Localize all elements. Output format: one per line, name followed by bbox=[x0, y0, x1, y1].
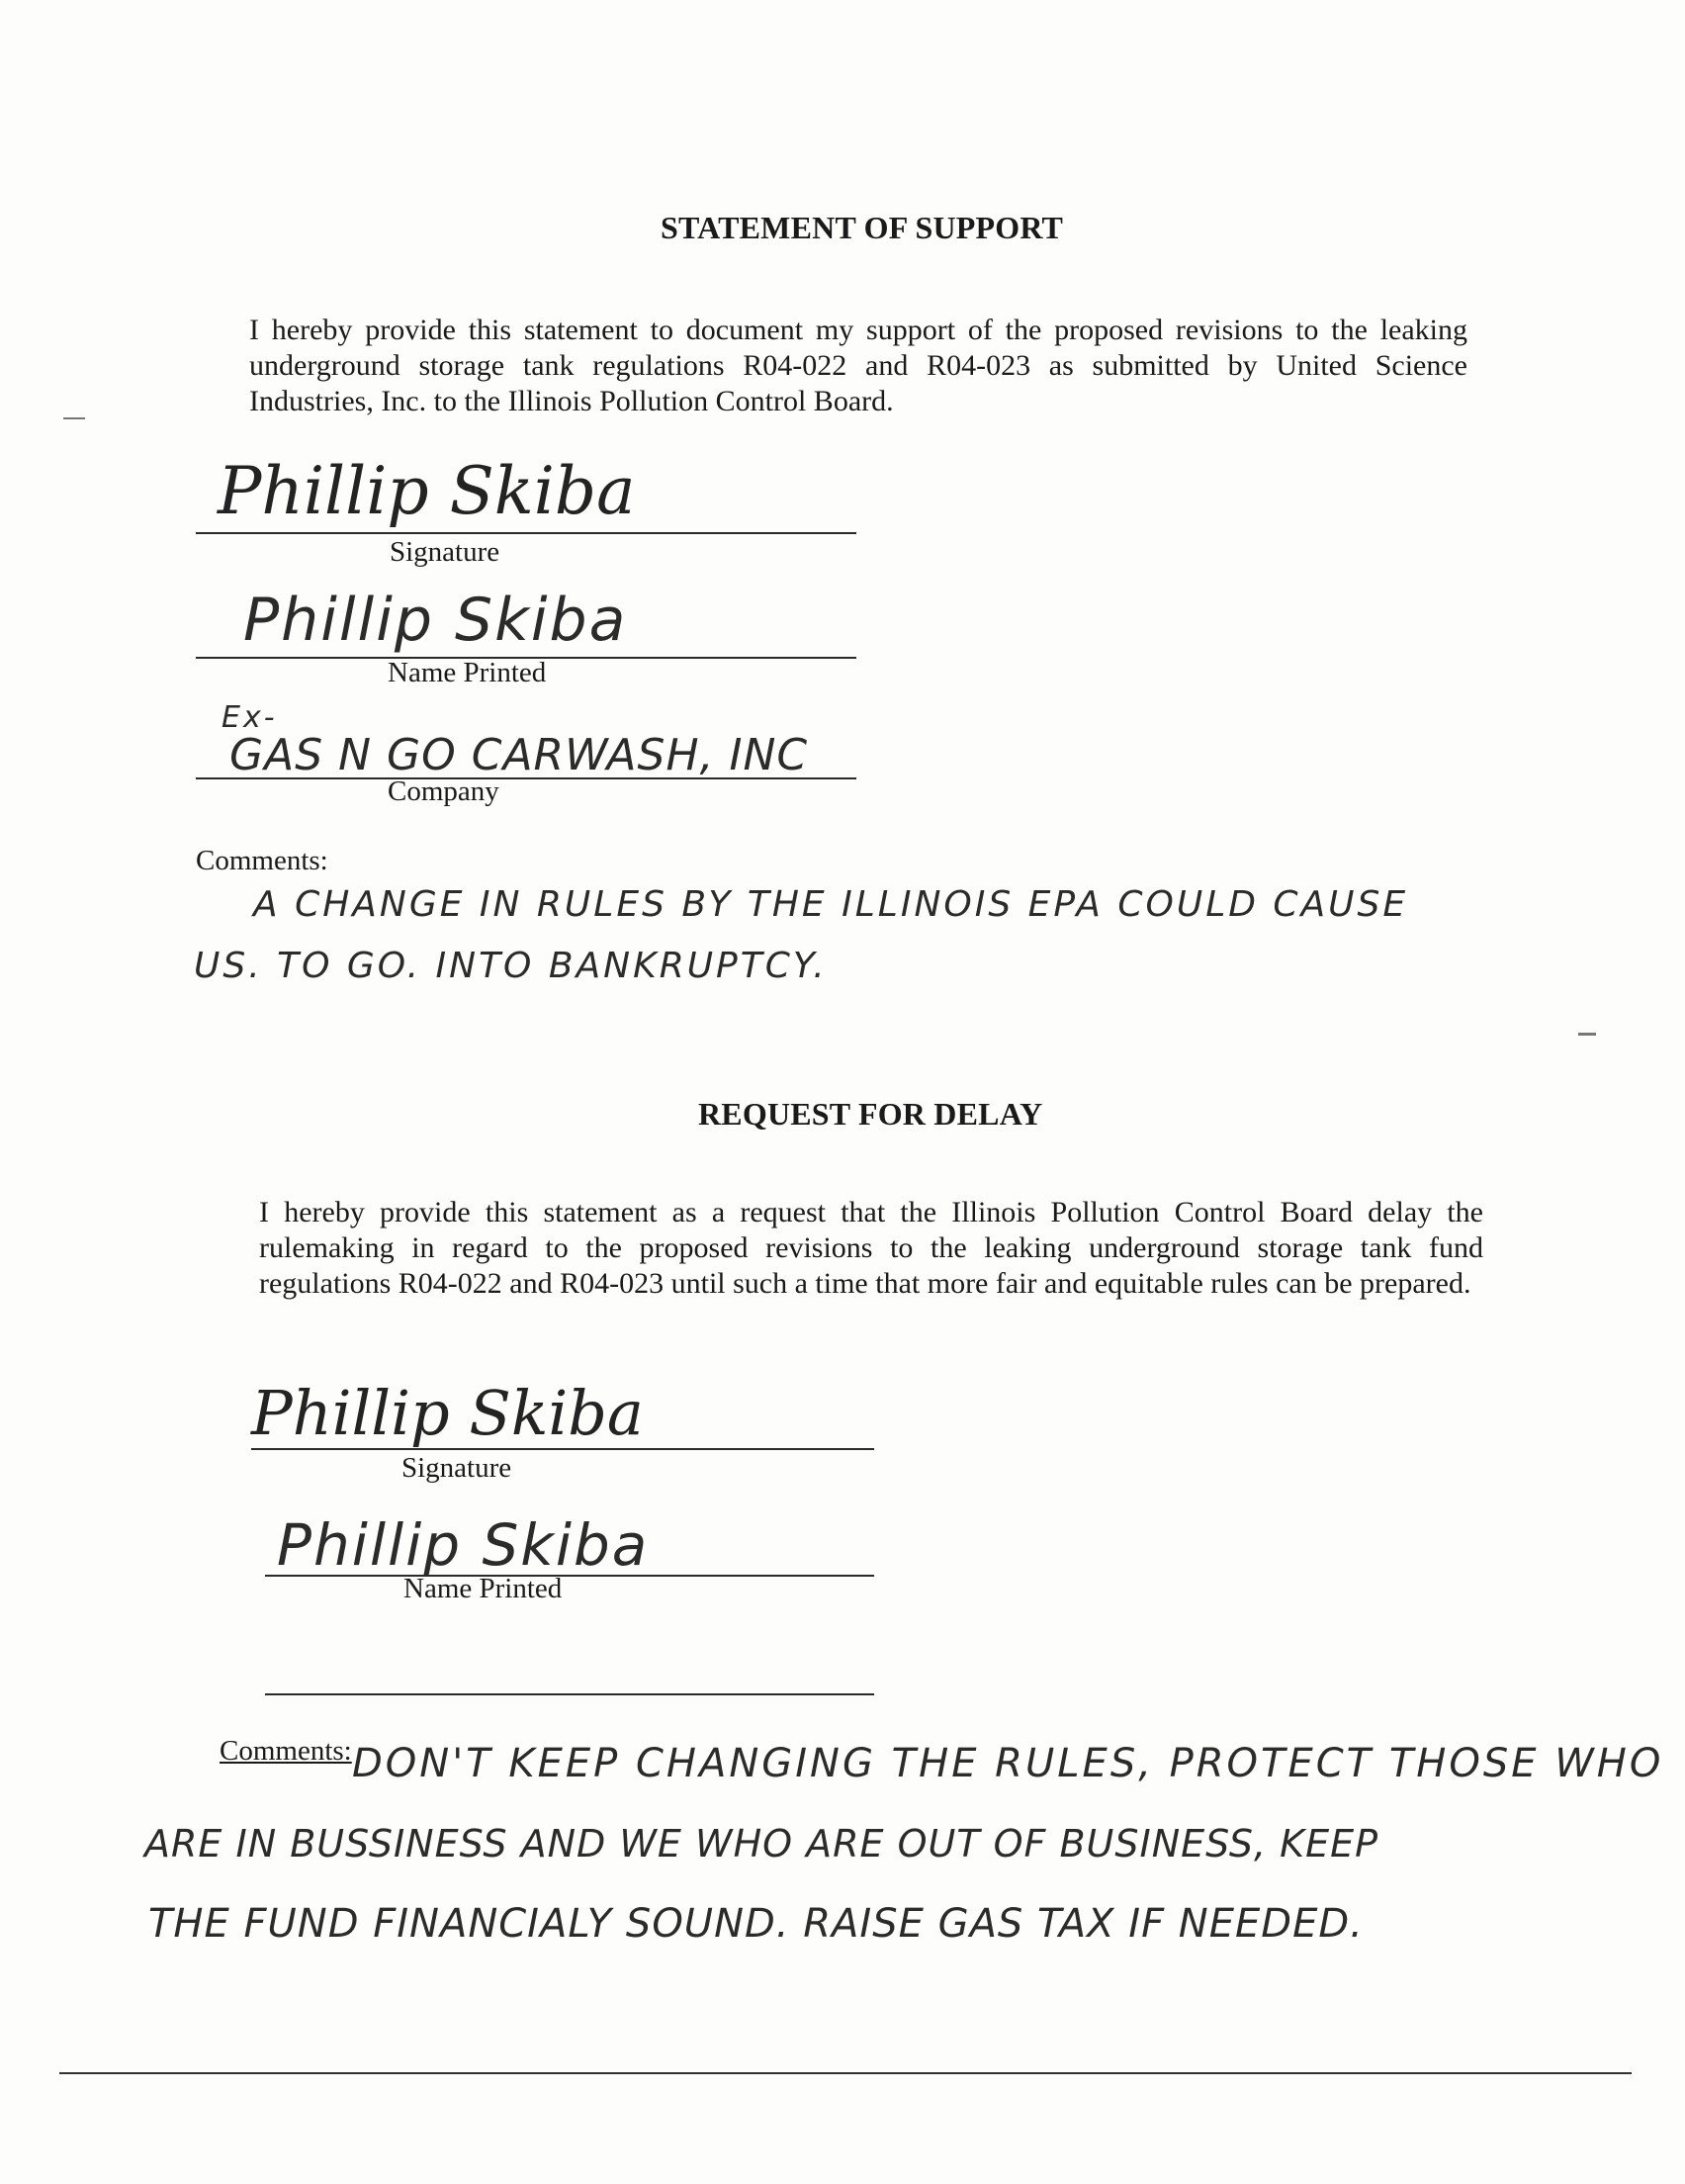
delay-name-label: Name Printed bbox=[403, 1573, 563, 1604]
delay-name-line bbox=[265, 1575, 874, 1577]
support-company-prefix: Ex- bbox=[222, 700, 278, 735]
delay-signature-label: Signature bbox=[401, 1452, 512, 1484]
support-comments-line-1: A CHANGE IN RULES BY THE ILLINOIS EPA COULD CAUSE bbox=[253, 884, 1409, 925]
support-name-printed: Phillip Skiba bbox=[243, 586, 628, 655]
delay-comments-label: Comments: bbox=[220, 1735, 352, 1767]
support-signature-line bbox=[196, 532, 856, 534]
delay-signature-line bbox=[251, 1448, 874, 1450]
support-comments-line-2: US. TO GO. INTO BANKRUPTCY. bbox=[194, 946, 828, 986]
support-title: STATEMENT OF SUPPORT bbox=[661, 210, 1064, 245]
scan-mark bbox=[63, 417, 85, 419]
support-company-line bbox=[196, 777, 856, 779]
support-company-label: Company bbox=[388, 775, 499, 807]
support-statement: I hereby provide this statement to document my support of the proposed revisions to the leaking underground storage tank regulations R04-022 and R04-023 as submitted by United Science Industries, Inc. to the Illinois Pollution Control Board. bbox=[249, 314, 1467, 417]
delay-statement: I hereby provide this statement as a request that the Illinois Pollution Control Board delay the rulemaking in regard to the proposed revisions to the leaking underground storage tank fund regulations R04-022 and R04-023 until such a time that more fair and equitable rules can be prepared. bbox=[259, 1196, 1483, 1300]
support-signature: Phillip Skiba bbox=[218, 453, 636, 529]
support-name-label: Name Printed bbox=[388, 657, 547, 688]
delay-comments-line-2: ARE IN BUSSINESS AND WE WHO ARE OUT OF BUSINESS, KEEP bbox=[144, 1822, 1379, 1866]
delay-blank-line bbox=[265, 1693, 874, 1695]
delay-comments-line-3: THE FUND FINANCIALY SOUND. RAISE GAS TAX IF NEEDED. bbox=[148, 1901, 1364, 1947]
footer-rule bbox=[59, 2072, 1632, 2074]
scan-mark bbox=[1578, 1033, 1596, 1036]
delay-title: REQUEST FOR DELAY bbox=[698, 1096, 1043, 1132]
support-company: GAS N GO CARWASH, INC bbox=[229, 730, 809, 780]
support-signature-label: Signature bbox=[390, 536, 500, 568]
delay-comments-line-1: DON'T KEEP CHANGING THE RULES, PROTECT THOSE WHO bbox=[352, 1741, 1664, 1786]
delay-signature: Phillip Skiba bbox=[251, 1377, 644, 1449]
delay-name-printed: Phillip Skiba bbox=[277, 1511, 650, 1579]
support-comments-label: Comments: bbox=[196, 845, 328, 876]
